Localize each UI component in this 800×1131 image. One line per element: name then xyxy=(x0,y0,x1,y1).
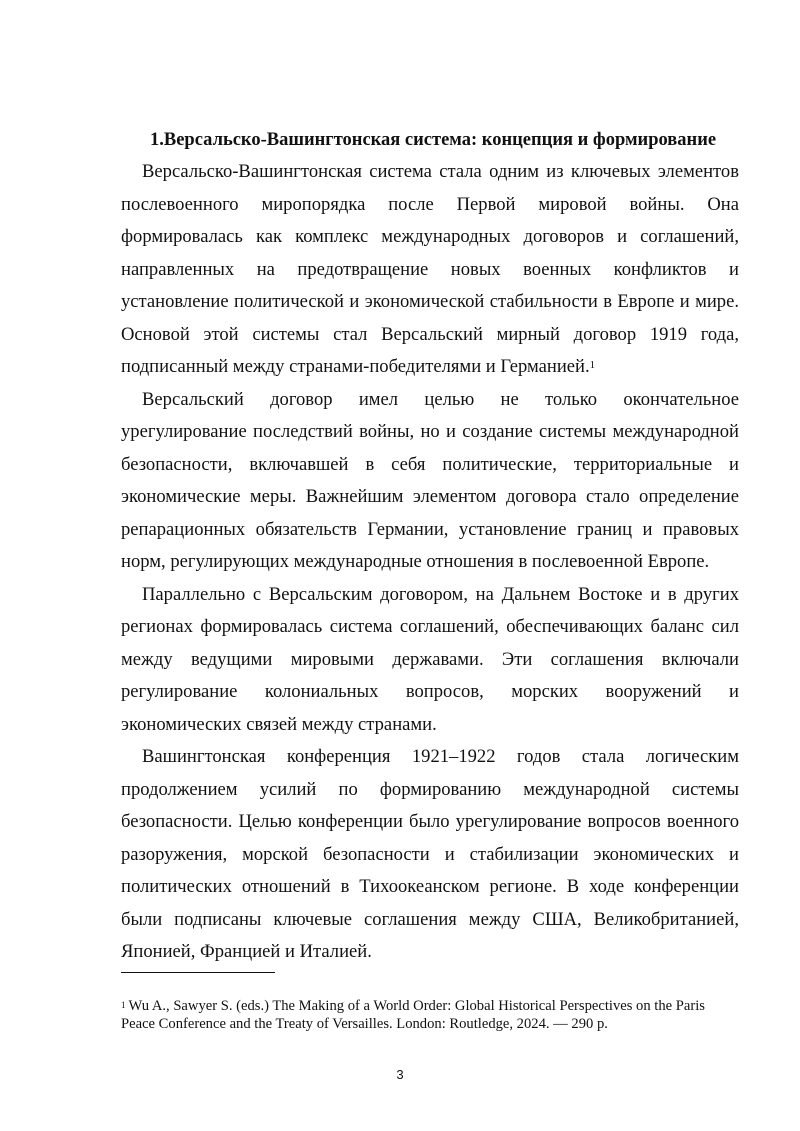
paragraph-2: Версальский договор имел целью не только окончательное урегулирование последствий войны, но и создание системы международной безопасности, включавшей в себя политические, территориальные и экономические меры. Важнейшим элементом договора стало определение репарационных обязательств Германии, установление границ и правовых норм, регулирующих международные отношения в послевоенной Европе. xyxy=(121,388,739,572)
paragraph-4: Вашингтонская конференция 1921–1922 годов стала логическим продолжением усилий по формированию международной системы безопасности. Целью конференции было урегулирование вопросов военного разоружения, морской безопасности и стабилизации экономических и политических отношений в Тихоокеанском регионе. В ходе конференции были подписаны ключевые соглашения между США, Великобританией, Японией, Францией и Италией. xyxy=(121,746,739,962)
footnote-reference: 1 xyxy=(589,359,596,371)
footnote-mark: 1 xyxy=(121,1000,126,1010)
section-heading: 1.Версальско-Вашингтонская система: концепция и формирование xyxy=(150,130,717,150)
footnote xyxy=(121,997,739,1033)
paragraph-1-text: Версальско-Вашингтонская система стала одним из ключевых элементов послевоенного миропорядка после Первой мировой войны. Она формировалась как комплекс международных договоров и соглашений, направленных на предотвращение новых военных конфликтов и установление политической и экономической стабильности в Европе и мире. Основой этой системы стал Версальский мирный договор 1919 года, подписанный между странами-победителями и Германией. xyxy=(121,161,739,377)
page-number: 3 xyxy=(396,1067,404,1082)
footnote-separator xyxy=(121,972,275,973)
paragraph-1 xyxy=(121,156,739,384)
paragraph-3: Параллельно с Версальским договором, на Дальнем Востоке и в других регионах формировалась система соглашений, обеспечивающих баланс сил между ведущими мировыми державами. Эти соглашения включали регулирование колониальных вопросов, морских вооружений и экономических связей между странами. xyxy=(121,583,739,735)
footnote-text: Wu A., Sawyer S. (eds.) The Making of a World Order: Global Historical Perspectives on the Paris Peace Conference and the Treaty of Versailles. London: Routledge, 2024. — 290 p. xyxy=(121,998,705,1032)
body-text xyxy=(121,156,739,969)
